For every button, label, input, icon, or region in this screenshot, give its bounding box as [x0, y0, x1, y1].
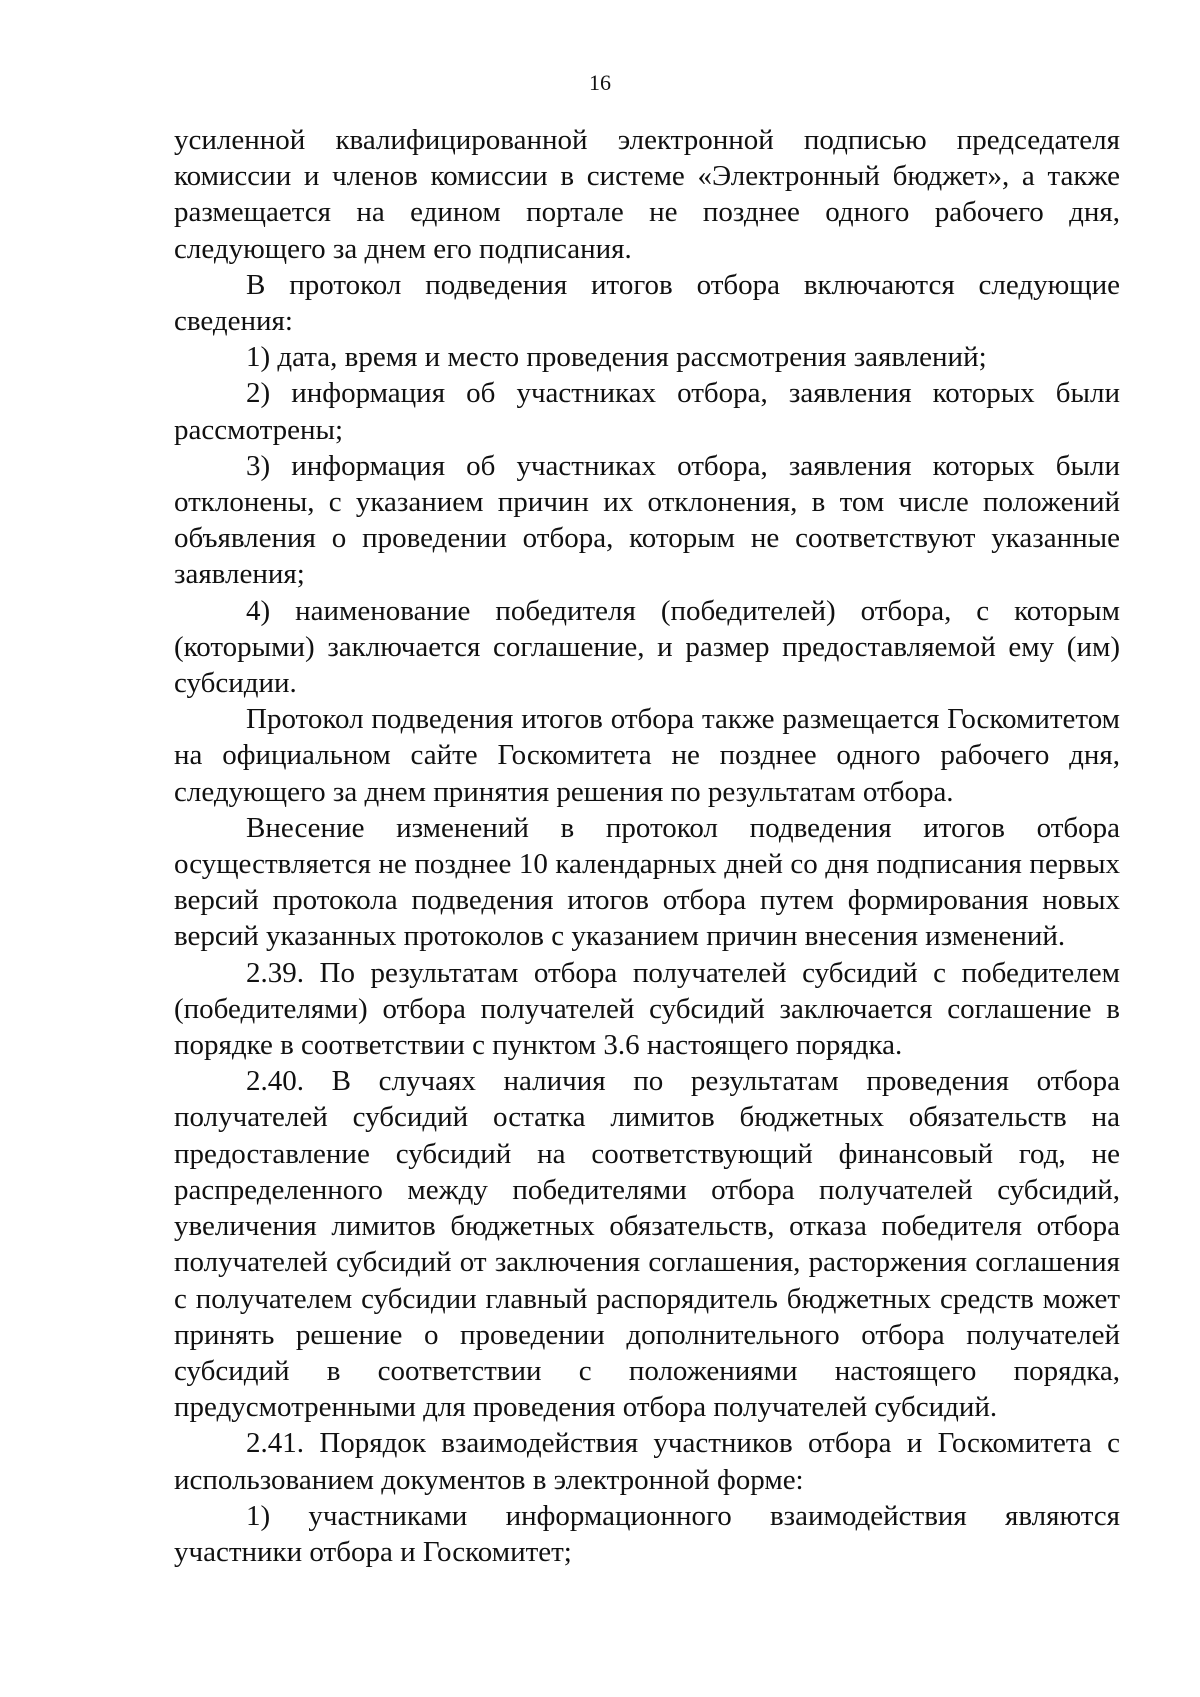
paragraph-protocol-amendments: Внесение изменений в протокол подведения итогов отбора осуществляется не позднее 10 календарных дней со дня подписания первых версий протокола подведения итогов отбора путем формирования новых версий указанных протоколов с указанием причин внесения изменений. — [174, 811, 1120, 953]
list-item-3-rejected-participants: 3) информация об участниках отбора, заявления которых были отклонены, с указанием причин их отклонения, в том числе положений объявления о проведении отбора, которым не соответствуют указанные заявления; — [174, 449, 1120, 591]
clause-2-40: 2.40. В случаях наличия по результатам проведения отбора получателей субсидий остатка лимитов бюджетных обязательств на предоставление субсидий на соответствующий финансовый год, не распределенного между победителями отбора получателей субсидий, увеличения лимитов бюджетных обязательств, отказа победителя отбора получателей субсидий от заключения соглашения, расторжения соглашения с получателем субсидии главный распорядитель бюджетных средств может принять решение о проведении дополнительного отбора получателей субсидий в соответствии с положениями настоящего порядка, предусмотренными для проведения отбора получателей субсидий. — [174, 1065, 1120, 1424]
paragraph-signature-publication: усиленной квалифицированной электронной подписью председателя комиссии и членов комиссии в системе «Электронный бюджет», а также размещается на едином портале не позднее одного рабочего дня, следующего за днем его подписания. — [174, 124, 1120, 265]
page-number: 16 — [589, 70, 611, 95]
clause-2-41-item-1: 1) участниками информационного взаимодействия являются участники отбора и Госкомитет; — [174, 1499, 1120, 1568]
list-item-1-date-time-place: 1) дата, время и место проведения рассмотрения заявлений; — [246, 341, 987, 374]
list-item-2-reviewed-participants: 2) информация об участниках отбора, заявления которых были рассмотрены; — [174, 377, 1120, 446]
paragraph-protocol-website-publication: Протокол подведения итогов отбора также размещается Госкомитетом на официальном сайте Госкомитета не позднее одного рабочего дня, следующего за днем принятия решения по результатам отбора. — [174, 703, 1120, 808]
list-item-4-winner-and-subsidy: 4) наименование победителя (победителей) отбора, с которым (которыми) заключается соглашение, и размер предоставляемой ему (им) субсидии. — [174, 594, 1120, 700]
clause-2-41: 2.41. Порядок взаимодействия участников отбора и Госкомитета с использованием документов в электронной форме: — [174, 1427, 1120, 1496]
clause-2-39: 2.39. По результатам отбора получателей субсидий с победителем (победителями) отбора получателей субсидий заключается соглашение в порядке в соответствии с пунктом 3.6 настоящего порядка. — [174, 956, 1120, 1062]
document-body — [174, 122, 1120, 1570]
paragraph-protocol-contents: В протокол подведения итогов отбора включаются следующие сведения: — [174, 268, 1120, 338]
